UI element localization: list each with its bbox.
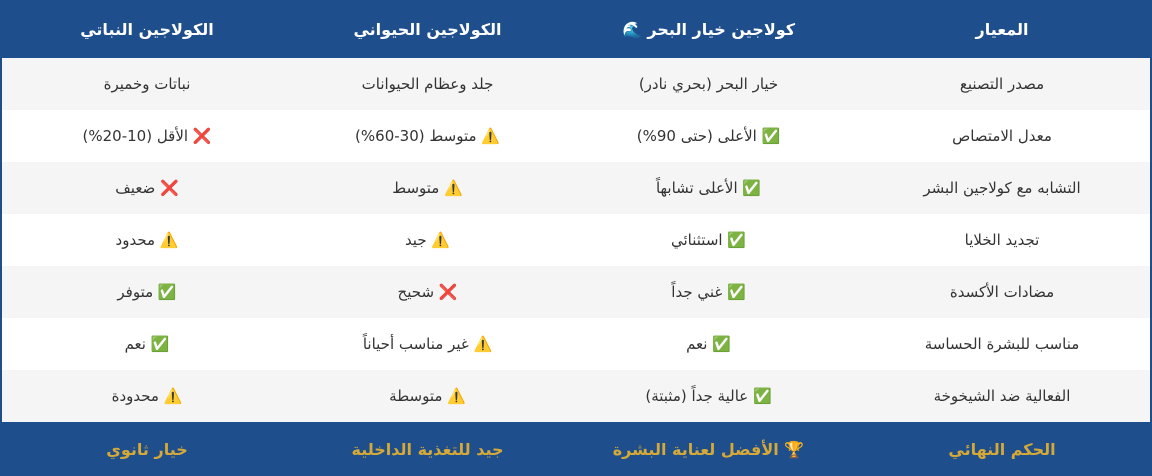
header-plant-collagen: الكولاجين النباتي [80, 19, 214, 39]
sea-cucumber-cell: ✅ الأعلى (حتى 90%) [636, 127, 781, 145]
plant-cell: نباتات وخميرة [103, 75, 191, 93]
table-row [2, 266, 1150, 318]
animal-cell: ⚠️ متوسط [392, 179, 463, 197]
table-row [2, 370, 1150, 422]
plant-cell: ⚠️ محدودة [111, 387, 183, 405]
table-row [2, 110, 1150, 162]
plant-cell: ⚠️ محدود [115, 231, 179, 249]
plant-cell: ❌ ضعيف [115, 179, 179, 197]
plant-cell: ✅ نعم [124, 335, 170, 353]
footer-sea-cucumber-verdict: 🏆 الأفضل لعناية البشرة [612, 439, 805, 459]
table-header-row [2, 0, 1150, 58]
criterion-cell: معدل الامتصاص [952, 127, 1052, 145]
criterion-cell: الفعالية ضد الشيخوخة [933, 387, 1071, 405]
animal-cell: ⚠️ متوسطة [389, 387, 466, 405]
sea-cucumber-cell: ✅ عالية جداً (مثبتة) [645, 387, 772, 405]
footer-verdict-label: الحكم النهائي [948, 439, 1056, 459]
sea-cucumber-cell: خيار البحر (بحري نادر) [638, 75, 779, 93]
sea-cucumber-cell: ✅ الأعلى تشابهاً [655, 179, 762, 197]
sea-cucumber-cell: ✅ غني جداً [671, 283, 746, 301]
criterion-cell: مضادات الأكسدة [949, 283, 1055, 301]
table-row [2, 318, 1150, 370]
table-footer-row [2, 422, 1150, 476]
criterion-cell: مصدر التصنيع [959, 75, 1045, 93]
header-animal-collagen: الكولاجين الحيواني [353, 19, 502, 39]
animal-cell: ❌ شحيح [397, 283, 458, 301]
sea-cucumber-cell: ✅ نعم [686, 335, 731, 353]
criterion-cell: مناسب للبشرة الحساسة [924, 335, 1080, 353]
header-criterion: المعيار [975, 19, 1029, 39]
criterion-cell: تجديد الخلايا [964, 231, 1040, 249]
animal-cell: ⚠️ جيد [404, 231, 451, 249]
footer-animal-verdict: جيد للتغذية الداخلية [351, 439, 504, 459]
table-row [2, 162, 1150, 214]
table-row [2, 58, 1150, 110]
animal-cell: ⚠️ متوسط (30-60%) [355, 127, 500, 145]
footer-plant-verdict: خيار ثانوي [106, 439, 188, 459]
criterion-cell: التشابه مع كولاجين البشر [923, 179, 1081, 197]
plant-cell: ✅ متوفر [117, 283, 177, 301]
animal-cell: جلد وعظام الحيوانات [361, 75, 494, 93]
table-row [2, 214, 1150, 266]
header-sea-cucumber-collagen: كولاجين خيار البحر 🌊 [621, 19, 796, 39]
animal-cell: ⚠️ غير مناسب أحياناً [362, 335, 493, 353]
sea-cucumber-cell: ✅ استثنائي [671, 231, 747, 249]
plant-cell: ❌ الأقل (10-20%) [82, 127, 212, 145]
